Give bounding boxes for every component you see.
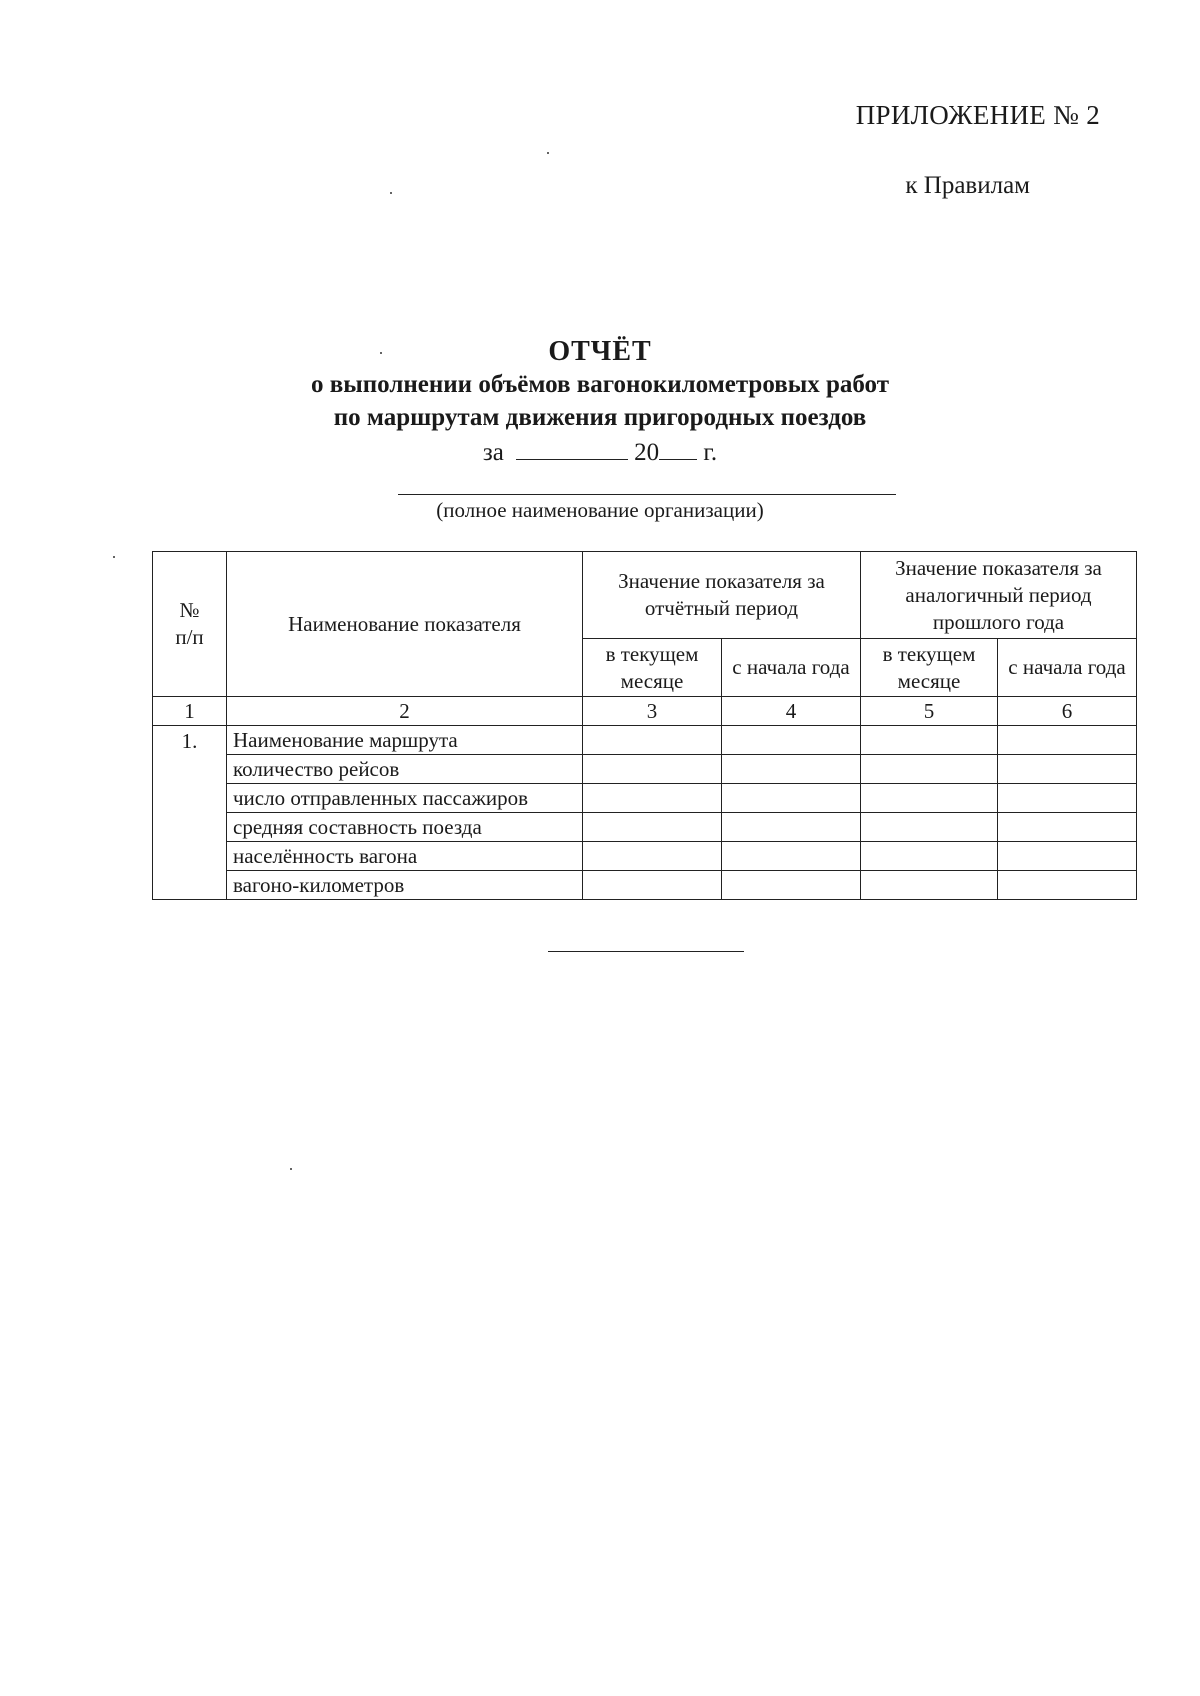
indicator-name: число отправленных пассажиров — [227, 784, 583, 813]
value-cell[interactable] — [998, 813, 1137, 842]
column-number: 1 — [153, 697, 227, 726]
value-cell[interactable] — [722, 871, 861, 900]
scan-speck — [547, 152, 549, 154]
value-cell[interactable] — [583, 726, 722, 755]
value-cell[interactable] — [998, 871, 1137, 900]
header-current-ytd: с начала года — [722, 639, 861, 697]
value-cell[interactable] — [998, 726, 1137, 755]
value-cell[interactable] — [998, 755, 1137, 784]
to-rules-label: к Правилам — [905, 172, 1030, 199]
header-previous-period: Значение показателя за аналогичный период прошлого года — [861, 552, 1137, 639]
value-cell[interactable] — [722, 726, 861, 755]
header-previous-month: в текущем месяце — [861, 639, 998, 697]
value-cell[interactable] — [583, 813, 722, 842]
column-number-row — [153, 697, 1137, 726]
period-suffix: г. — [703, 439, 718, 466]
row-number: 1. — [153, 726, 227, 900]
indicator-name: Наименование маршрута — [227, 726, 583, 755]
value-cell[interactable] — [722, 755, 861, 784]
value-cell[interactable] — [583, 784, 722, 813]
end-of-document-line — [548, 951, 744, 952]
header-current-month: в текущем месяце — [583, 639, 722, 697]
period-year-blank[interactable] — [659, 437, 697, 460]
report-subtitle-line2: по маршрутам движения пригородных поездов — [333, 404, 867, 431]
value-cell[interactable] — [861, 726, 998, 755]
indicator-name: средняя составность поезда — [227, 813, 583, 842]
header-previous-ytd: с начала года — [998, 639, 1137, 697]
header-number-sign: № — [179, 598, 200, 622]
table-row — [153, 784, 1137, 813]
header-current-period: Значение показателя за отчётный период — [583, 552, 861, 639]
organization-name-line[interactable] — [398, 494, 896, 495]
scan-speck — [113, 556, 115, 558]
scan-speck — [390, 192, 392, 194]
value-cell[interactable] — [861, 755, 998, 784]
column-number: 6 — [998, 697, 1137, 726]
indicator-name: количество рейсов — [227, 755, 583, 784]
value-cell[interactable] — [722, 842, 861, 871]
column-number: 4 — [722, 697, 861, 726]
appendix-label: ПРИЛОЖЕНИЕ № 2 — [855, 100, 1100, 130]
column-number: 5 — [861, 697, 998, 726]
value-cell[interactable] — [583, 871, 722, 900]
report-title: ОТЧЁТ — [548, 336, 652, 367]
header-indicator-name: Наименование показателя — [227, 552, 583, 697]
organization-caption: (полное наименование организации) — [436, 498, 764, 522]
period-year-prefix: 20 — [634, 439, 660, 466]
scan-speck — [290, 1168, 292, 1170]
value-cell[interactable] — [583, 842, 722, 871]
value-cell[interactable] — [861, 871, 998, 900]
value-cell[interactable] — [861, 813, 998, 842]
value-cell[interactable] — [861, 784, 998, 813]
value-cell[interactable] — [861, 842, 998, 871]
header-number-pp: п/п — [175, 625, 204, 649]
table-row — [153, 871, 1137, 900]
report-subtitle-line1: о выполнении объёмов вагонокилометровых работ — [311, 371, 889, 398]
table-row — [153, 755, 1137, 784]
table-row — [153, 842, 1137, 871]
value-cell[interactable] — [998, 784, 1137, 813]
value-cell[interactable] — [998, 842, 1137, 871]
report-table — [152, 551, 1137, 900]
header-number — [153, 552, 227, 697]
indicator-name: вагоно-километров — [227, 871, 583, 900]
indicator-name: населённость вагона — [227, 842, 583, 871]
period-month-blank[interactable] — [516, 437, 628, 460]
table-row — [153, 726, 1137, 755]
column-number: 2 — [227, 697, 583, 726]
column-number: 3 — [583, 697, 722, 726]
value-cell[interactable] — [722, 813, 861, 842]
value-cell[interactable] — [583, 755, 722, 784]
table-row — [153, 813, 1137, 842]
period-prefix: за — [482, 439, 504, 466]
report-period — [200, 437, 1000, 467]
value-cell[interactable] — [722, 784, 861, 813]
